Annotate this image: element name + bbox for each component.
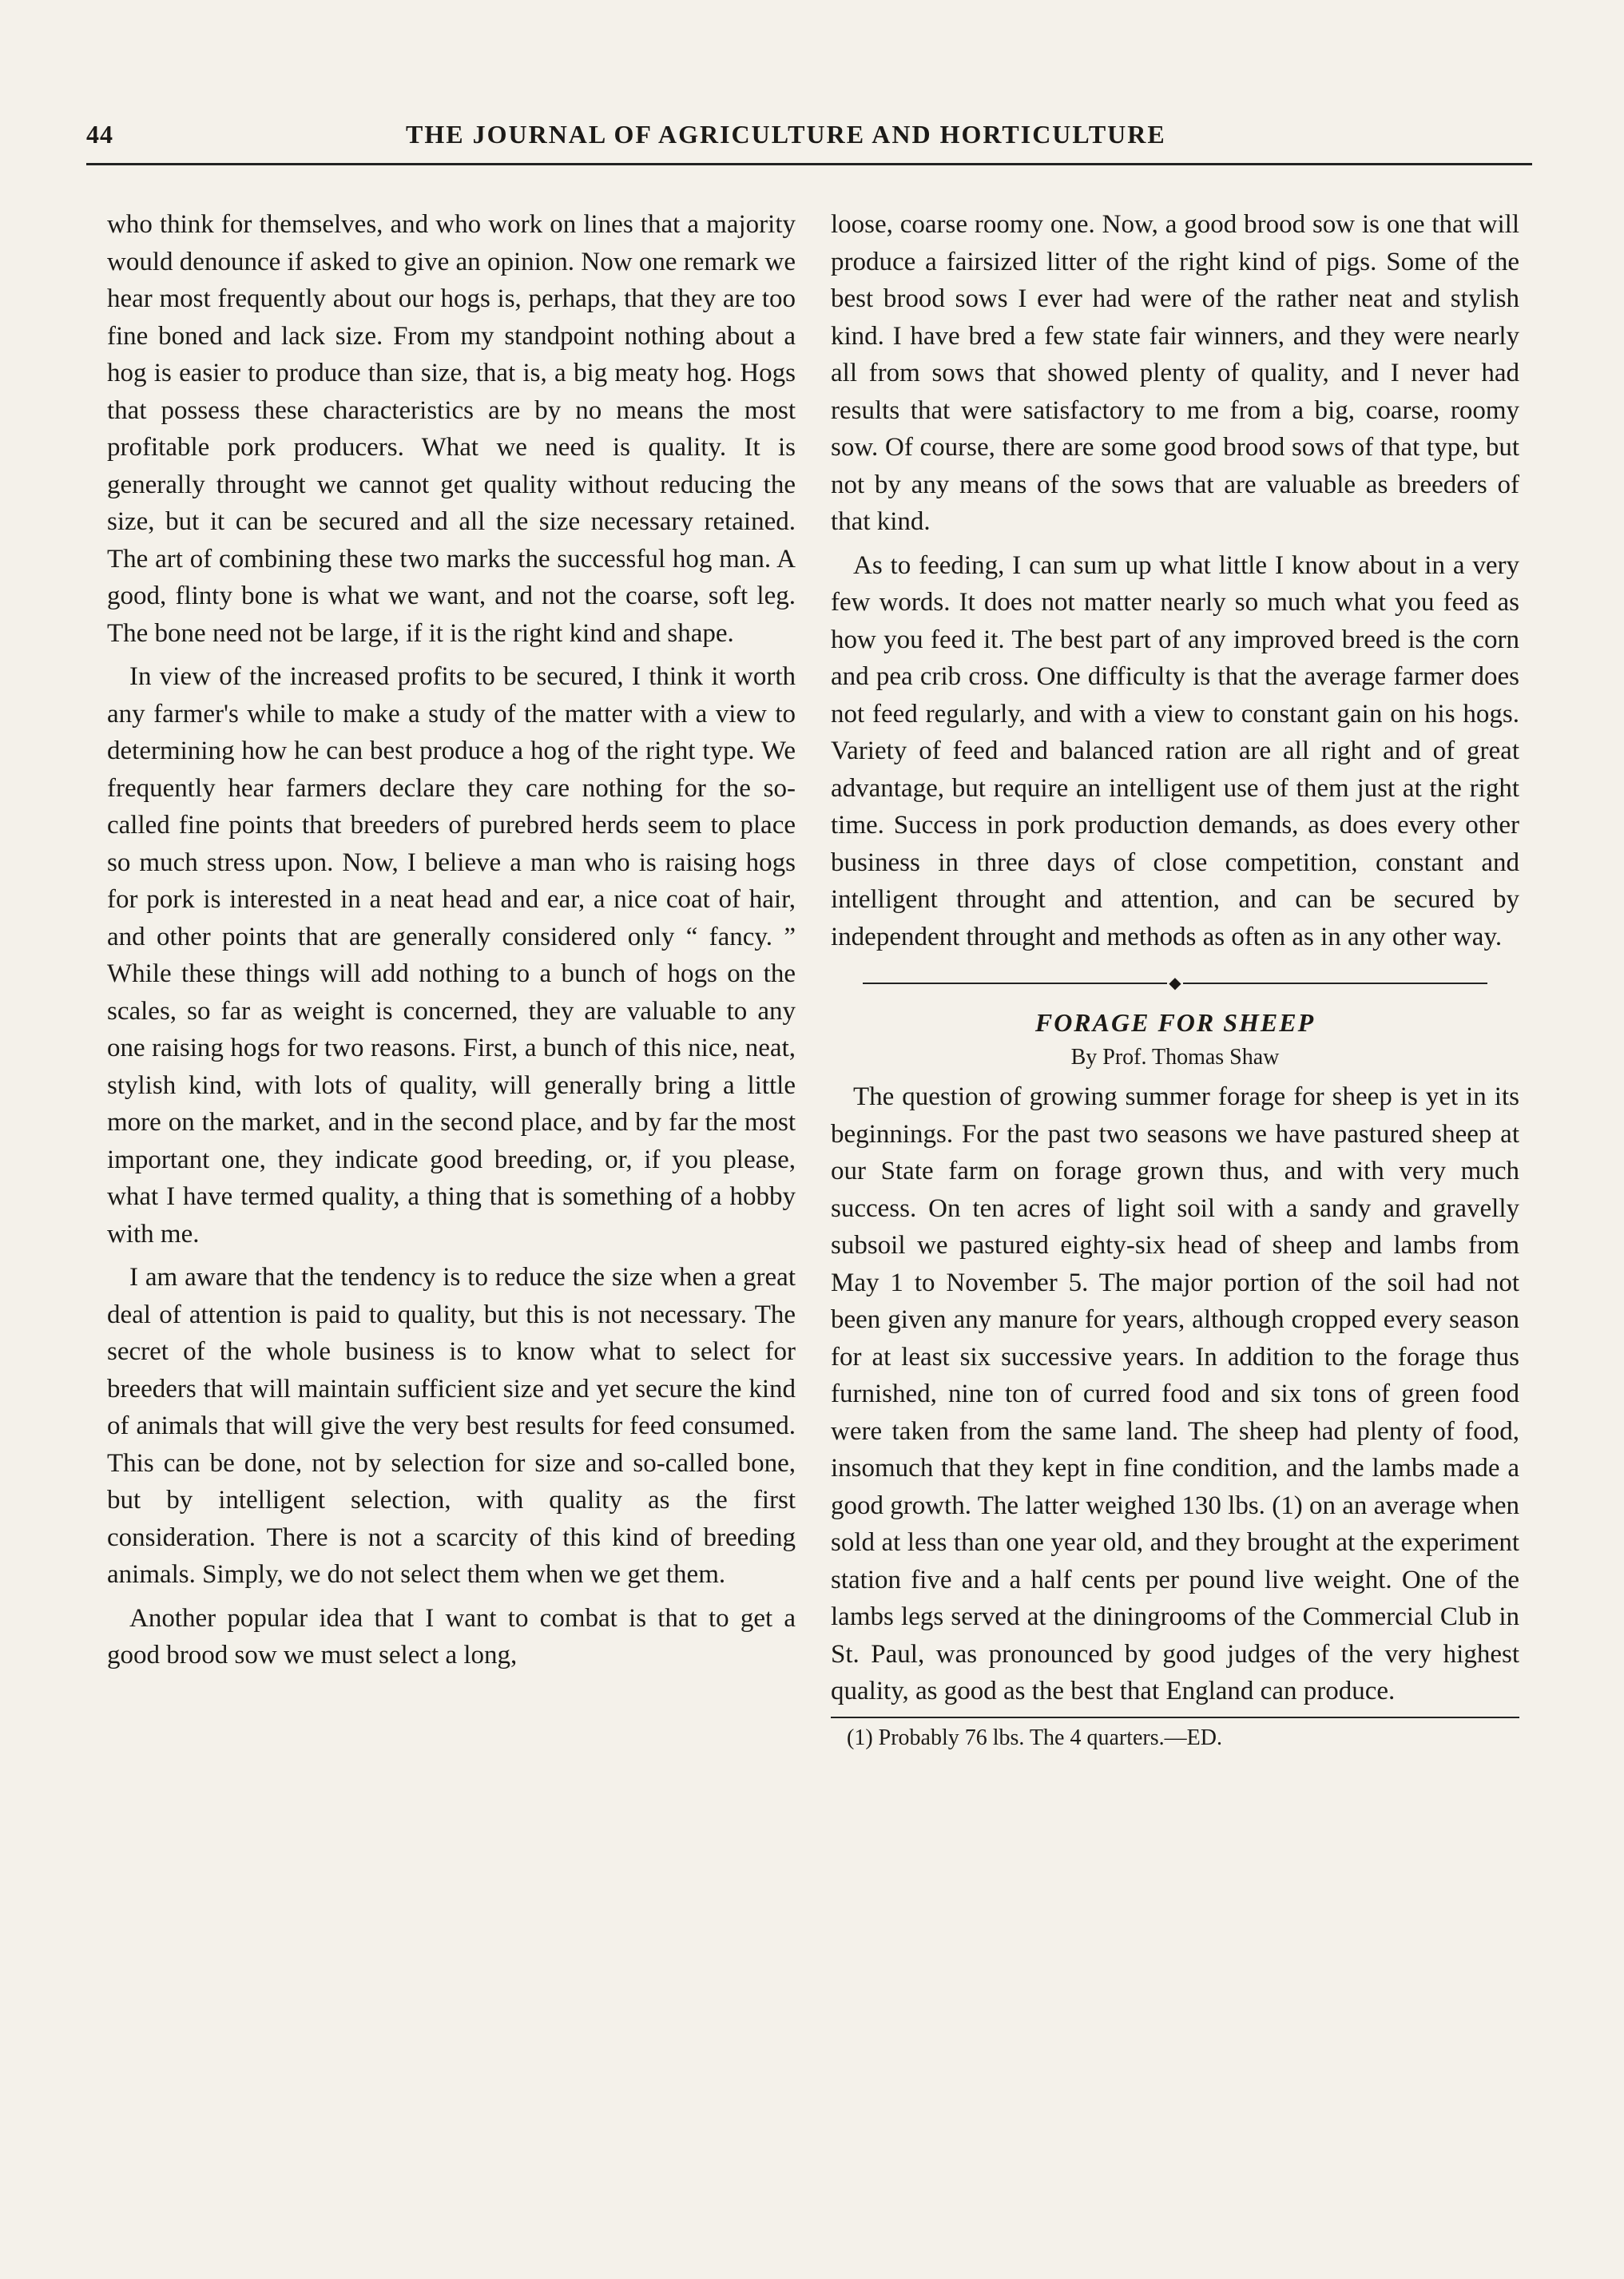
- left-paragraph-2: In view of the increased profits to be secured, I think it worth any farmer's while to make a study of the matter with a view to determining how he can best produce a hog of the right type. We frequently hear farmers declare they care nothing for the so-called fine points that breeders of purebred herds seem to place so much stress upon. Now, I believe a man who is raising hogs for pork is interested in a neat head and ear, a nice coat of hair, and other points that are generally considered only “ fancy. ” While these things will add nothing to a bunch of hogs on the scales, so far as weight is concerned, they are valuable to any one raising hogs for two reasons. First, a bunch of this nice, neat, stylish kind, with lots of quality, will generally bring a little more on the market, and in the second place, and by far the most important one, they indicate good breeding, or, if you please, what I have termed quality, a thing that is something of a hobby with me.: [107, 662, 796, 1249]
- diamond-ornament-icon: ◆: [1167, 975, 1183, 991]
- article-title: FORAGE FOR SHEEP: [1034, 1008, 1316, 1037]
- article-byline: By Prof. Thomas Shaw: [1070, 1045, 1280, 1070]
- right-column: [831, 206, 1519, 1753]
- footnote-rule: [831, 1717, 1519, 1718]
- right-paragraph-1: loose, coarse roomy one. Now, a good brood sow is one that will produce a fairsized litter of the right kind of pigs. Some of the best brood sows I ever had were of the rather neat and stylish kind. I have bred a few state fair winners, and they were nearly all from sows that showed plenty of quality, and I never had results that were satisfactory to me from a big, coarse, roomy sow. Of course, there are some good brood sows of that type, but not by any means of the sows that are valuable as breeders of that kind.: [831, 210, 1519, 536]
- left-paragraph-1: who think for themselves, and who work on lines that a majority would denounce if asked to give an opinion. Now one remark we hear most frequently about our hogs is, perhaps, that they are too fine boned and lack size. From my standpoint nothing about a hog is easier to produce than size, that is, a big meaty hog. Hogs that possess these characteristics are by no means the most profitable pork producers. What we need is quality. It is generally throught we cannot get quality without reducing the size, but it can be secured and all the size necessary retained. The art of combining these two marks the successful hog man. A good, flinty bone is what we want, and not the coarse, soft leg. The bone need not be large, if it is the right kind and shape.: [107, 210, 796, 648]
- section-divider: [831, 975, 1519, 992]
- left-column: [107, 206, 796, 1681]
- page-number: 44: [86, 120, 113, 149]
- journal-title: THE JOURNAL OF AGRICULTURE AND HORTICULTURE: [406, 120, 1166, 149]
- running-header: [86, 120, 1532, 165]
- right-paragraph-2: As to feeding, I can sum up what little I know about in a very few words. It does not matter nearly so much what you feed as how you feed it. The best part of any improved breed is the corn and pea crib cross. One difficulty is that the average farmer does not feed regularly, and with a view to constant gain on his hogs. Variety of feed and balanced ration are all right and of great advantage, but require an intelligent use of them just at the right time. Success in pork production demands, as does every other business in three days of close competition, constant and intelligent throught and attention, and can be secured by independent throught and methods as often as in any other way.: [831, 550, 1519, 951]
- article-paragraph-1: The question of growing summer forage for sheep is yet in its beginnings. For the past two seasons we have pastured sheep at our State farm on forage grown thus, and with very much success. On ten acres of light soil with a sandy and gravelly subsoil we pastured eighty-six head of sheep and lambs from May 1 to November 5. The major portion of the soil had not been given any manure for years, although cropped every season for at least six successive years. In addition to the forage thus furnished, nine ton of curred food and six tons of green food were taken from the same land. The sheep had plenty of food, insomuch that they kept in fine condition, and the lambs made a good growth. The latter weighed 130 lbs. (1) on an average when sold at less than one year old, and they brought at the experiment station five and a half cents per pound live weight. One of the lambs legs served at the diningrooms of the Commercial Club in St. Paul, was pronounced by good judges of the very highest quality, as good as the best that England can produce.: [831, 1082, 1519, 1705]
- left-paragraph-4: Another popular idea that I want to combat is that to get a good brood sow we must select a long,: [107, 1603, 796, 1670]
- footnote: (1) Probably 76 lbs. The 4 quarters.—ED.: [847, 1725, 1222, 1750]
- left-paragraph-3: I am aware that the tendency is to reduce the size when a great deal of attention is paid to quality, but this is not necessary. The secret of the whole business is to know what to select for breeders that will maintain sufficient size and yet secure the kind of animals that will give the very best results for feed consumed. This can be done, not by selection for size and so-called bone, but by intelligent selection, with quality as the first consideration. There is not a scarcity of this kind of breeding animals. Simply, we do not select them when we get them.: [107, 1263, 796, 1589]
